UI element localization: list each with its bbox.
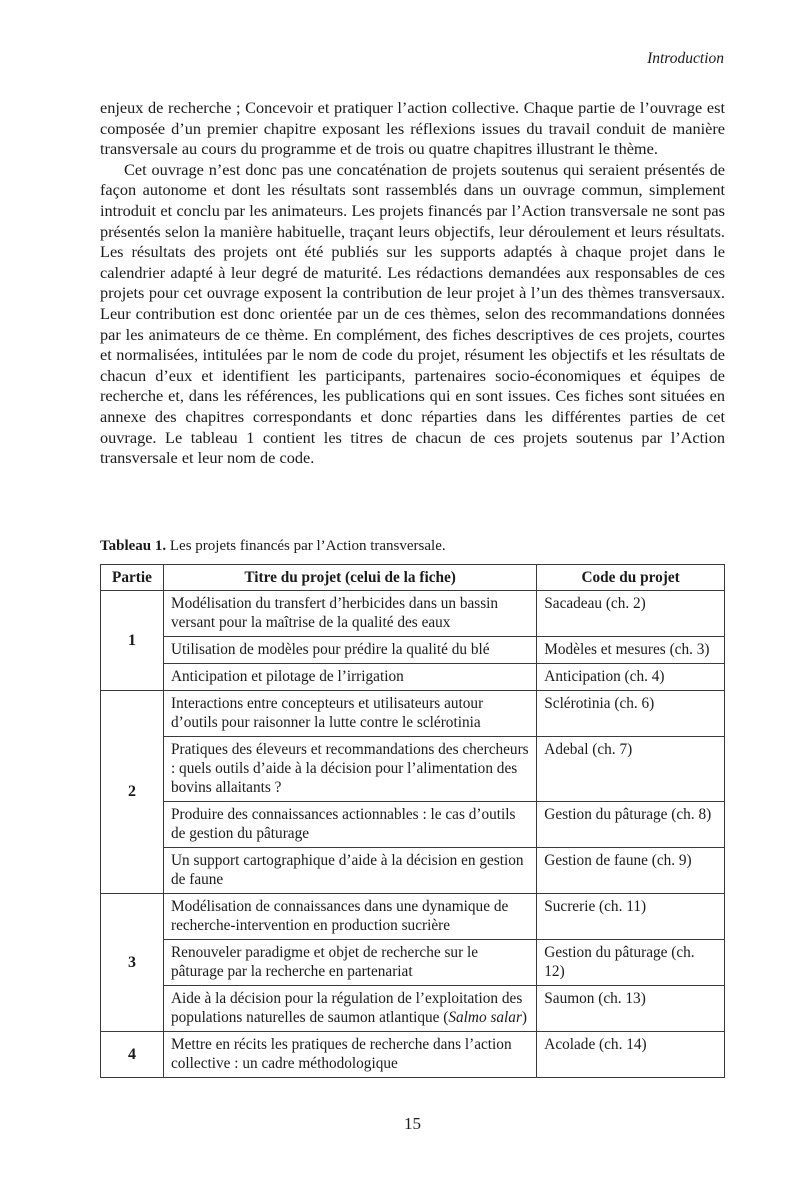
table-row [101,664,725,691]
page-number: 15 [404,1114,421,1133]
table-row [101,986,725,1032]
partie-cell: 4 [101,1032,164,1078]
running-head: Introduction [647,50,724,67]
table-row [101,894,725,940]
table-header-row [101,565,725,591]
table-row [101,637,725,664]
table-row [101,802,725,848]
table-row [101,940,725,986]
table-caption-text: Les projets financés par l’Action transversale. [166,538,446,554]
titre-cell: Produire des connaissances actionnables : le cas d’outils de gestion du pâturage [163,802,536,848]
code-cell: Adebal (ch. 7) [537,737,725,802]
code-cell: Anticipation (ch. 4) [537,664,725,691]
table-row [101,737,725,802]
code-cell: Gestion de faune (ch. 9) [537,848,725,894]
titre-cell: Mettre en récits les pratiques de recherche dans l’action collective : un cadre méthodologique [163,1032,536,1078]
projects-table [100,564,725,1078]
table-row [101,848,725,894]
paragraph: Cet ouvrage n’est donc pas une concaténation de projets soutenus qui seraient présentés de façon autonome et dont les résultats sont rassemblés dans un ouvrage commun, simplement introduit et conclu par les animateurs. Les projets financés par l’Action transversale ne sont pas présentés selon la manière habituelle, traçant leurs objectifs, leur déroulement et leurs résultats. Les résultats des projets ont été publiés sur les supports adaptés à chaque projet dans le calendrier adapté à leur degré de maturité. Les rédactions demandées aux responsables de ces projets pour cet ouvrage exposent la contribution de leur projet à l’un des thèmes transversaux. Leur contribution est donc orientée par un de ces thèmes, selon des recommandations données par les animateurs de ce thème. En complément, des fiches descriptives de ces projets, courtes et normalisées, intitulées par le nom de code du projet, résument les objectifs et les résultats de chacun d’eux et identifient les participants, partenaires socio-économiques et équipes de recherche et, dans les références, les publications qui en sont issues. Ces fiches sont situées en annexe des chapitres correspondants et donc réparties dans les différentes parties de cet ouvrage. Le tableau 1 contient les titres de chacun de ces projets soutenus par l’Action transversale et leur nom de code. [100,159,725,468]
titre-cell: Un support cartographique d’aide à la décision en gestion de faune [163,848,536,894]
titre-text: ) [521,1009,528,1026]
titre-cell: Interactions entre concepteurs et utilisateurs autour d’outils pour raisonner la lutte contre le sclérotinia [163,691,536,737]
titre-cell [163,986,536,1032]
titre-cell: Anticipation et pilotage de l’irrigation [163,664,536,691]
code-cell: Acolade (ch. 14) [537,1032,725,1078]
paragraph: enjeux de recherche ; Concevoir et pratiquer l’action collective. Chaque partie de l’ouvrage est composée d’un premier chapitre exposant les réflexions issues du travail conduit de manière transversale au cours du programme et de trois ou quatre chapitres illustrant le thème. [100,98,725,159]
table-row [101,1032,725,1078]
titre-cell: Renouveler paradigme et objet de recherche sur le pâturage par la recherche en partenariat [163,940,536,986]
partie-cell: 3 [101,894,164,1032]
table-caption [100,537,446,556]
titre-cell: Utilisation de modèles pour prédire la qualité du blé [163,637,536,664]
species-name: Salmo salar [448,1009,522,1026]
partie-cell: 2 [101,691,164,894]
code-cell: Sacadeau (ch. 2) [537,591,725,637]
header-titre: Titre du projet (celui de la fiche) [163,565,536,591]
table-caption-label: Tableau 1. [100,538,167,554]
header-partie: Partie [101,565,164,591]
titre-text: Aide à la décision pour la régulation de l’exploitation des populations naturelles de saumon atlantique ( [170,990,523,1026]
code-cell: Gestion du pâturage (ch. 8) [537,802,725,848]
code-cell: Sucrerie (ch. 11) [537,894,725,940]
body-text [100,98,725,469]
titre-cell: Modélisation du transfert d’herbicides dans un bassin versant pour la maîtrise de la qualité des eaux [163,591,536,637]
partie-cell: 1 [101,591,164,691]
code-cell: Gestion du pâturage (ch. 12) [537,940,725,986]
table-row [101,691,725,737]
titre-cell: Pratiques des éleveurs et recommandations des chercheurs : quels outils d’aide à la décision pour l’alimentation des bovins allaitants ? [163,737,536,802]
titre-cell: Modélisation de connaissances dans une dynamique de recherche-intervention en production sucrière [163,894,536,940]
code-cell: Sclérotinia (ch. 6) [537,691,725,737]
code-cell: Modèles et mesures (ch. 3) [537,637,725,664]
header-code: Code du projet [537,565,725,591]
table-row [101,591,725,637]
code-cell: Saumon (ch. 13) [537,986,725,1032]
